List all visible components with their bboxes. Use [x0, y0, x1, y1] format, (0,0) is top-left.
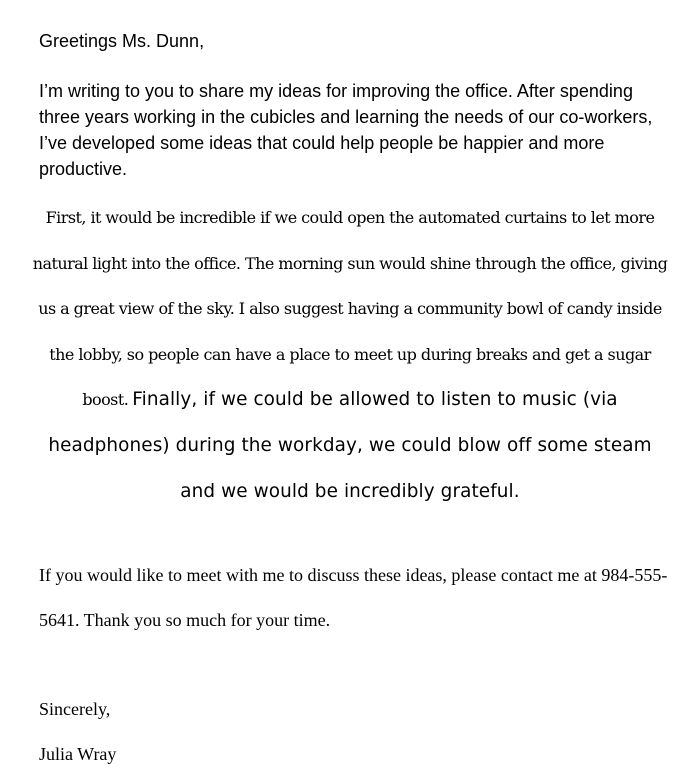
- ideas-serif-text: First, it would be incredible if we could open the automated curtains to let more natural light into the office. The morning sun would shine through the office, giving us a great view of the sky. I also suggest having a community bowl of candy inside the lobby, so people can have a place to meet up during breaks and get a sugar boost.: [32, 208, 668, 410]
- ideas-sans-text: Finally, if we could be allowed to listen to music (via headphones) during the workday, we could blow off some steam and we would be incredibly grateful.: [48, 389, 652, 502]
- signature-name: Julia Wray: [39, 743, 117, 764]
- intro-paragraph: I’m writing to you to share my ideas for improving the office. After spending three years working in the cubicles and learning the needs of our co-workers, I’ve developed some ideas that could help people be happier and more productive.: [39, 81, 653, 179]
- closing-block: [39, 687, 116, 776]
- greeting-line: Greetings Ms. Dunn,: [39, 31, 205, 51]
- contact-paragraph: If you would like to meet with me to discuss these ideas, please contact me at 984-555-5641. Thank you so much for your time.: [39, 565, 668, 630]
- ideas-paragraph: [30, 196, 670, 515]
- closing-line: Sincerely,: [39, 699, 111, 719]
